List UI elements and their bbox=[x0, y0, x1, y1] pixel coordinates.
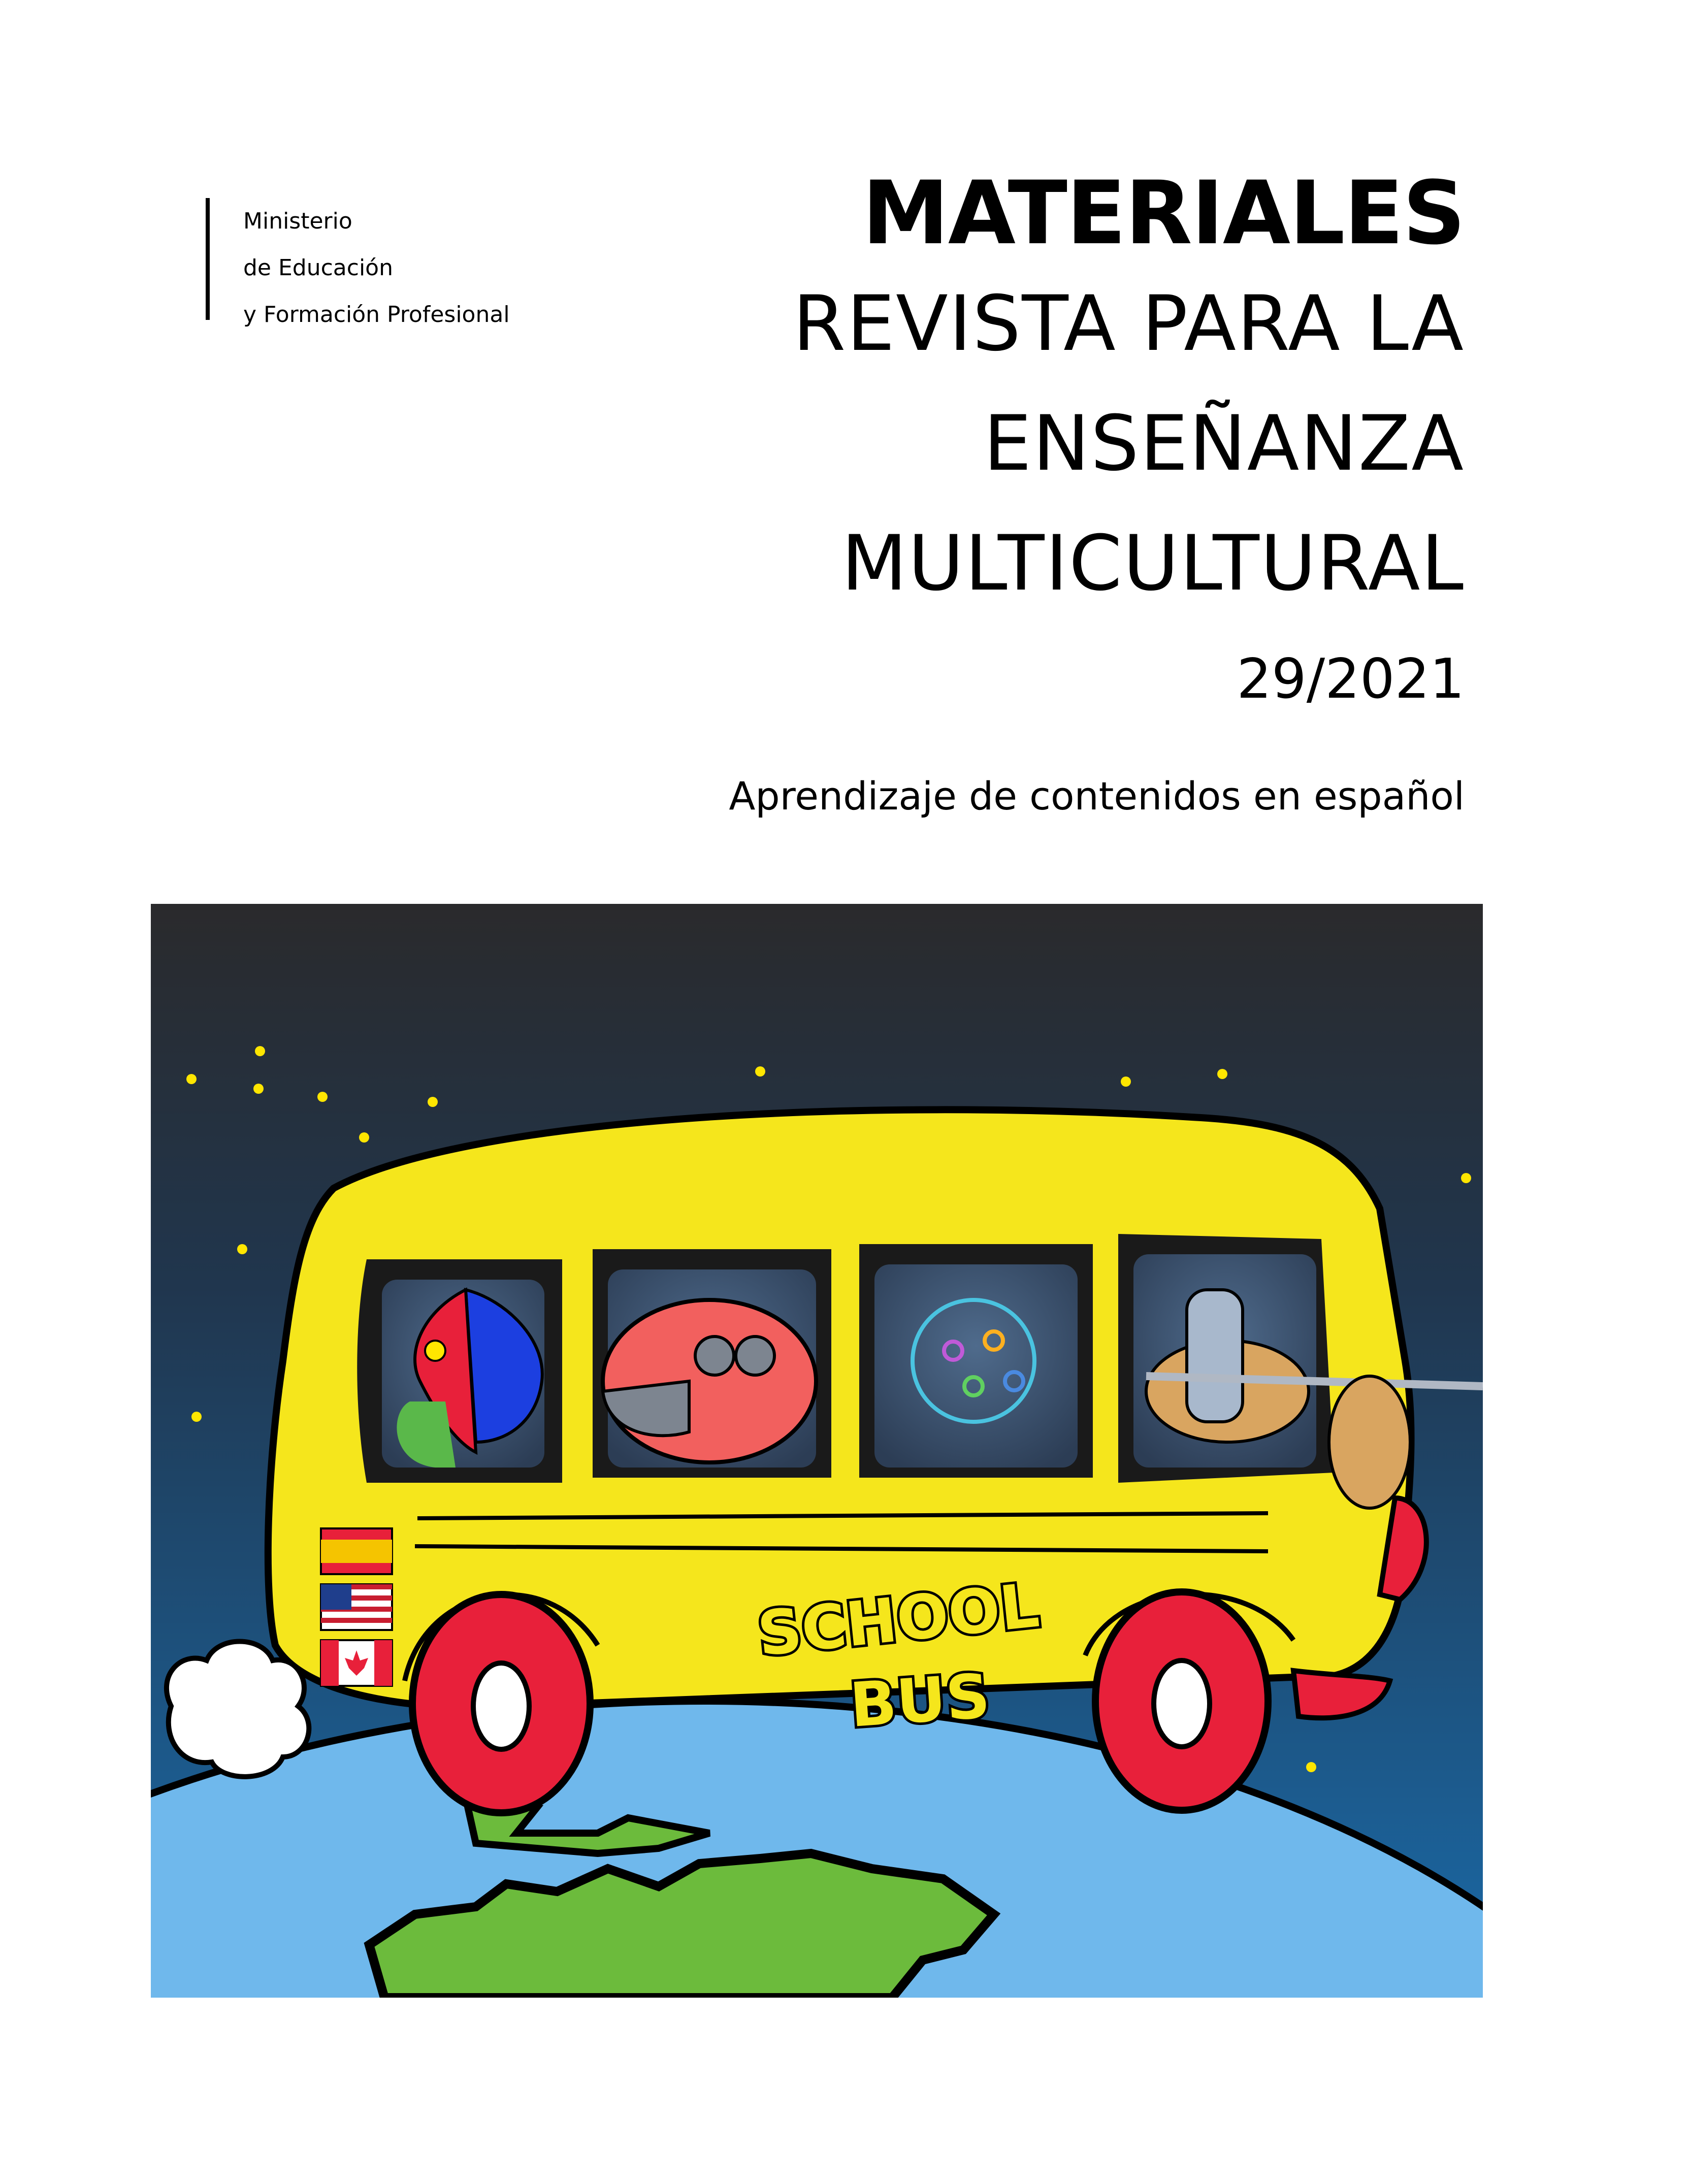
ministry-logo bbox=[206, 198, 510, 328]
ministry-line-3: y Formación Profesional bbox=[243, 302, 510, 328]
issue-number: 29/2021 bbox=[1237, 647, 1465, 711]
spain-flag-icon bbox=[321, 1528, 392, 1574]
bus-text-school: SCHOOL bbox=[754, 1570, 1043, 1670]
school-bus-illustration bbox=[151, 904, 1483, 1998]
ministry-line-2: de Educación bbox=[243, 255, 393, 281]
ministry-line-1: Ministerio bbox=[243, 208, 352, 234]
issue-theme: Aprendizaje de contenidos en español bbox=[729, 773, 1465, 819]
window-submarine-art bbox=[603, 1300, 816, 1462]
cover-illustration bbox=[151, 904, 1483, 1998]
subtitle-line-2: ENSEÑANZA bbox=[983, 400, 1465, 488]
subtitle-line-1: REVISTA PARA LA bbox=[793, 280, 1465, 368]
exhaust-smoke bbox=[167, 1642, 309, 1777]
usa-flag-icon bbox=[321, 1584, 392, 1630]
magazine-title: MATERIALES bbox=[862, 162, 1465, 264]
bus-text-bus: BUS bbox=[848, 1661, 992, 1741]
subtitle-line-3: MULTICULTURAL bbox=[841, 519, 1465, 608]
title-block bbox=[550, 162, 1465, 822]
canada-flag-icon bbox=[321, 1640, 392, 1686]
